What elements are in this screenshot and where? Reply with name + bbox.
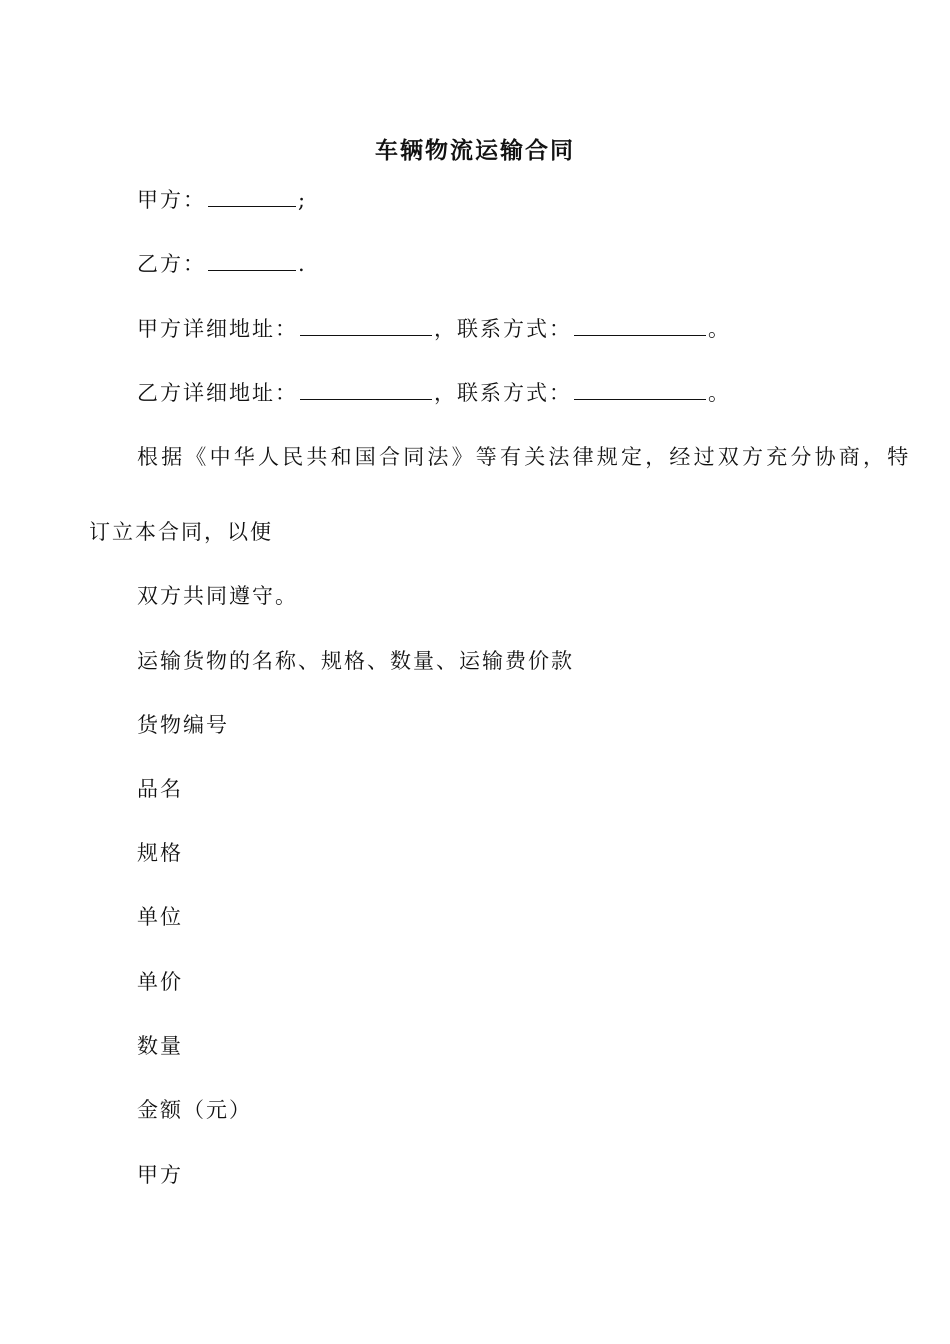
- party-a-line: [137, 185, 307, 215]
- field-item: 规格: [137, 841, 183, 865]
- preamble-line-1: 根据《中华人民共和国合同法》等有关法律规定，经过双方充分协商，特: [137, 445, 912, 469]
- party-b-address-line: [137, 378, 731, 408]
- party-a-blank[interactable]: [208, 188, 296, 207]
- party-a-suffix: ;: [298, 188, 308, 212]
- party-a-address-blank[interactable]: [300, 317, 432, 336]
- party-a-contact-blank[interactable]: [574, 317, 706, 336]
- party-b-address-label: 乙方详细地址：: [137, 381, 298, 405]
- party-b-address-suffix: 。: [708, 381, 731, 405]
- party-a-address-suffix: 。: [708, 317, 731, 341]
- party-a-contact-label: ，联系方式：: [434, 317, 572, 341]
- party-b-label: 乙方：: [137, 252, 206, 276]
- party-b-blank[interactable]: [208, 252, 296, 271]
- field-item: 甲方: [137, 1163, 183, 1187]
- field-item: 单位: [137, 905, 183, 929]
- party-b-address-blank[interactable]: [300, 381, 432, 400]
- preamble-line-3: 双方共同遵守。: [137, 584, 298, 608]
- field-item: 品名: [137, 777, 183, 801]
- field-item: 数量: [137, 1034, 183, 1058]
- field-item: 金额（元）: [137, 1098, 252, 1122]
- party-b-contact-blank[interactable]: [574, 381, 706, 400]
- section-heading: 运输货物的名称、规格、数量、运输费价款: [137, 649, 574, 673]
- party-b-contact-label: ，联系方式：: [434, 381, 572, 405]
- party-b-line: [137, 249, 307, 279]
- field-item: 单价: [137, 970, 183, 994]
- party-a-label: 甲方：: [137, 188, 206, 212]
- field-item: 货物编号: [137, 713, 229, 737]
- party-a-address-line: [137, 314, 731, 344]
- preamble-line-2: 订立本合同，以便: [89, 520, 273, 544]
- party-b-suffix: .: [298, 252, 307, 276]
- document-title: 车辆物流运输合同: [375, 137, 575, 164]
- party-a-address-label: 甲方详细地址：: [137, 317, 298, 341]
